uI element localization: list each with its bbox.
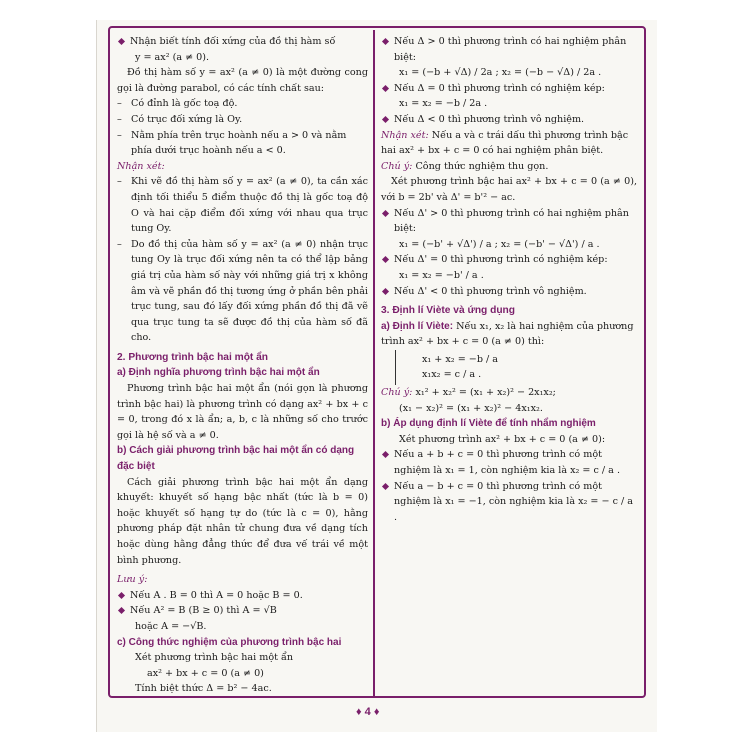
delta-prime-positive-formula: x₁ = (−b' + √Δ') / a ; x₂ = (−b' − √Δ') / a . <box>399 238 600 250</box>
delta-zero: Nếu Δ = 0 thì phương trình có nghiệm kép: <box>381 81 637 97</box>
root-formula-heading: c) Công thức nghiệm của phương trình bậc hai <box>117 636 342 648</box>
delta-prime-negative: Nếu Δ' < 0 thì phương trình vô nghiệm. <box>381 284 637 300</box>
attention-label: Chú ý: <box>381 160 413 172</box>
left-column <box>117 34 368 697</box>
definition-heading: a) Định nghĩa phương trình bậc hai một ẩn <box>117 367 320 379</box>
difference-squares-identity: (x₁ − x₂)² = (x₁ + x₂)² − 4x₁x₂. <box>399 402 543 414</box>
property-3: – Nằm phía trên trục hoành nếu a > 0 và nằm phía dưới trục hoành nếu a < 0. <box>117 128 368 159</box>
remark-2: – Do đồ thị của hàm số y = ax² (a ≠ 0) nhận trục tung Oy là trục đối xứng nên ta có thể lập bảng giá trị của hàm số này với những giá trị x không âm và vẽ phần đồ thị tương ứng ở phần bên phải trục tung, sau đó lấy đối xứng phần đồ thị đã vẽ qua trục tung ta sẽ được đồ thị của hàm số đã cho. <box>117 237 368 346</box>
attention-row <box>381 159 637 175</box>
column-divider <box>373 30 375 696</box>
remark-1: – Khi vẽ đồ thị hàm số y = ax² (a ≠ 0), ta cần xác định tối thiểu 5 điểm thuộc đồ thị là gốc toạ độ O và hai cặp điểm đối xứng với nhau qua trục tung Oy. <box>117 174 368 236</box>
viete-heading: a) Định lí Viète: <box>381 320 454 332</box>
note-2: Nếu A² = B (B ≥ 0) thì A = √B <box>117 603 368 619</box>
delta-negative: Nếu Δ < 0 thì phương trình vô nghiệm. <box>381 112 637 128</box>
delta-positive: Nếu Δ > 0 thì phương trình có hai nghiệm phân biệt: <box>381 34 637 65</box>
remark-label: Nhận xét: <box>117 160 165 172</box>
definition-text: Phương trình bậc hai một ẩn (nói gọn là phương trình bậc hai) là phương trình có dạng ax² + bx + c = 0, trong đó x là ẩn; a, b, c là những số cho trước gọi là hệ số và a ≠ 0. <box>117 383 368 441</box>
page-number: ♦ 4 ♦ <box>356 706 380 718</box>
discriminant-text: Tính biệt thức Δ = b² − 4ac. <box>135 683 272 695</box>
right-column <box>381 34 637 525</box>
attention-text: Công thức nghiệm thu gọn. <box>415 160 549 172</box>
note-1: Nếu A . B = 0 thì A = 0 hoặc B = 0. <box>117 588 368 604</box>
reduced-formula-text: Xét phương trình bậc hai ax² + bx + c = 0 (a ≠ 0), với b = 2b' và Δ' = b'² − ac. <box>381 176 637 203</box>
viete-product: x₁x₂ = c / a . <box>422 369 482 381</box>
delta-zero-formula: x₁ = x₂ = −b / 2a . <box>399 98 488 110</box>
delta-prime-zero-formula: x₁ = x₂ = −b' / a . <box>399 269 484 281</box>
formula-y-ax2: y = ax² (a ≠ 0). <box>135 51 210 63</box>
case-alt-sum-zero: Nếu a − b + c = 0 thì phương trình có một nghiệm là x₁ = −1, còn nghiệm kia là x₂ = − c / a . <box>381 479 637 526</box>
viete-text: Nếu x₁, x₂ là hai nghiệm của phương trình ax² + bx + c = 0 (a ≠ 0) thì: <box>381 320 634 348</box>
mental-roots-intro: Xét phương trình ax² + bx + c = 0 (a ≠ 0): <box>399 433 606 445</box>
viete-system <box>395 350 637 385</box>
section-2-heading: 2. Phương trình bậc hai một ẩn <box>117 351 269 363</box>
root-formula-equation: ax² + bx + c = 0 (a ≠ 0) <box>147 667 264 679</box>
note-2b: hoặc A = −√B. <box>135 620 207 632</box>
root-formula-intro: Xét phương trình bậc hai một ẩn <box>135 652 294 664</box>
sum-squares-identity: x₁² + x₂² = (x₁ + x₂)² − 2x₁x₂; <box>415 387 556 399</box>
remark-text-right: Nếu a và c trái dấu thì phương trình bậc hai ax² + bx + c = 0 có hai nghiệm phân biệt. <box>381 129 629 157</box>
mental-roots-heading: b) Áp dụng định lí Viète để tính nhẩm nghiệm <box>381 418 596 430</box>
delta-positive-formula: x₁ = (−b + √Δ) / 2a ; x₂ = (−b − √Δ) / 2a . <box>399 67 602 79</box>
parabol-paragraph: Đồ thị hàm số y = ax² (a ≠ 0) là một đường cong gọi là đường parabol, có các tính chất sau: <box>117 67 368 94</box>
note-label: Lưu ý: <box>117 574 148 586</box>
case-sum-zero: Nếu a + b + c = 0 thì phương trình có một nghiệm là x₁ = 1, còn nghiệm kia là x₂ = c / a . <box>381 447 637 478</box>
property-2: – Có trục đối xứng là Oy. <box>117 112 368 128</box>
property-1: – Có đỉnh là gốc toạ độ. <box>117 96 368 112</box>
special-form-heading: b) Cách giải phương trình bậc hai một ẩn có dạng đặc biệt <box>117 445 355 473</box>
attention-label-2: Chú ý: <box>381 387 413 399</box>
remark-row <box>381 128 637 159</box>
section-3-heading: 3. Định lí Viète và ứng dụng <box>381 305 515 317</box>
delta-prime-zero: Nếu Δ' = 0 thì phương trình có nghiệm kép: <box>381 252 637 268</box>
attention-row-2 <box>381 385 637 401</box>
delta-prime-positive: Nếu Δ' > 0 thì phương trình có hai nghiệm phân biệt: <box>381 206 637 237</box>
symmetry-bullet: Nhận biết tính đối xứng của đồ thị hàm số <box>117 34 368 50</box>
remark-label-right: Nhận xét: <box>381 129 429 141</box>
viete-sum: x₁ + x₂ = −b / a <box>422 353 499 365</box>
special-form-text: Cách giải phương trình bậc hai một ẩn dạng khuyết: khuyết số hạng bậc nhất (tức là b = 0) hoặc khuyết số hạng tự do (tức là c = 0), hằng phương pháp đặt nhân tử chung đưa về dạng tích hoặc dùng hằng đẳng thức để đưa vế trái về một bình phương. <box>117 476 368 566</box>
viete-row <box>381 319 637 350</box>
